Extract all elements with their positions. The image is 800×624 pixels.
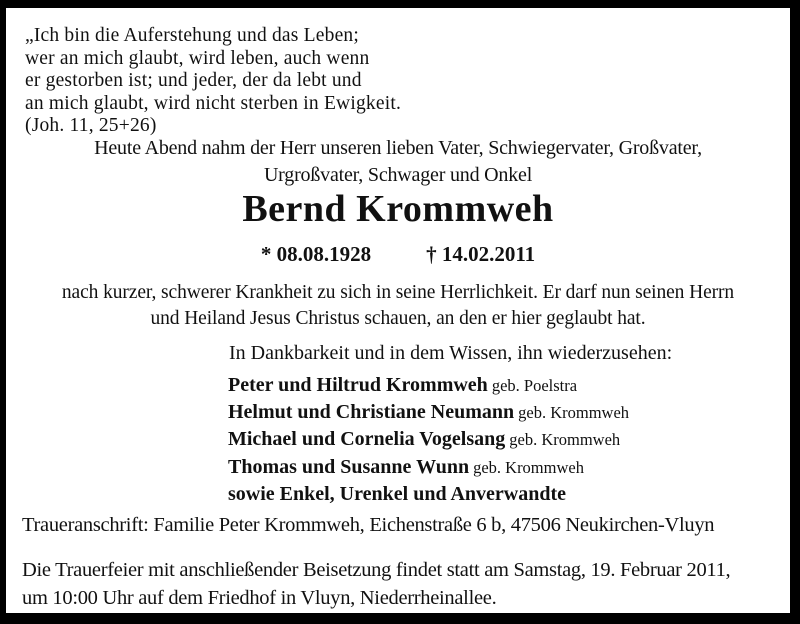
- obituary-notice: [6, 8, 790, 613]
- gratitude-line: In Dankbarkeit und in dem Wissen, ihn wiederzusehen:: [229, 342, 673, 364]
- life-dates: [6, 242, 790, 267]
- mourner-row: [228, 481, 629, 507]
- deceased-name: Bernd Krommweh: [242, 188, 554, 230]
- mourner-maiden-name: geb. Krommweh: [509, 430, 621, 450]
- mourner-row: [228, 454, 629, 481]
- mourner-name: sowie Enkel, Urenkel und Anverwandte: [228, 482, 567, 505]
- mourner-maiden-name: geb. Poelstra: [491, 376, 578, 395]
- mourner-row: [228, 399, 629, 426]
- body-line: nach kurzer, schwerer Krankheit zu sich in seine Herrlichkeit. Er darf nun seinen Herrn: [61, 282, 735, 303]
- intro-text: [6, 135, 790, 189]
- funeral-line: um 10:00 Uhr auf dem Friedhof in Vluyn, Niederrheinallee.: [22, 586, 497, 609]
- mourner-name: Michael und Cornelia Vogelsang: [228, 428, 506, 451]
- funeral-line: Die Trauerfeier mit anschließender Beisetzung findet statt am Samstag, 19. Februar 2011,: [22, 559, 731, 581]
- birth-date: * 08.08.1928: [260, 242, 372, 266]
- scripture-line: „Ich bin die Auferstehung und das Leben;: [25, 25, 359, 46]
- funeral-info: [22, 557, 730, 612]
- mourning-address: Traueranschrift: Familie Peter Krommweh, Eichenstraße 6 b, 47506 Neukirchen-Vluyn: [22, 514, 715, 536]
- intro-line: Heute Abend nahm der Herr unseren lieben Vater, Schwiegervater, Großvater,: [94, 137, 702, 159]
- mourner-maiden-name: geb. Krommweh: [518, 403, 630, 423]
- mourner-row: [228, 372, 629, 399]
- scripture-line: er gestorben ist; und jeder, der da lebt und: [25, 70, 362, 92]
- mourner-name: Helmut und Christiane Neumann: [228, 401, 515, 424]
- mourners-list: [228, 372, 629, 507]
- scripture-line: an mich glaubt, wird nicht sterben in Ewigkeit.: [25, 92, 402, 114]
- mourner-name: Thomas und Susanne Wunn: [228, 455, 470, 478]
- intro-line: Urgroßvater, Schwager und Onkel: [263, 164, 533, 186]
- mourner-row: [228, 426, 629, 453]
- scripture-quote: [25, 25, 401, 138]
- scripture-line: wer an mich glaubt, wird leben, auch wenn: [25, 47, 370, 69]
- scripture-reference: (Joh. 11, 25+26): [25, 115, 157, 137]
- mourner-name: Peter und Hiltrud Krommweh: [228, 374, 488, 396]
- mourner-maiden-name: geb. Krommweh: [473, 457, 584, 477]
- obituary-body: [6, 280, 790, 332]
- body-line: und Heiland Jesus Christus schauen, an den er hier geglaubt hat.: [150, 308, 646, 329]
- death-date: † 14.02.2011: [426, 242, 536, 266]
